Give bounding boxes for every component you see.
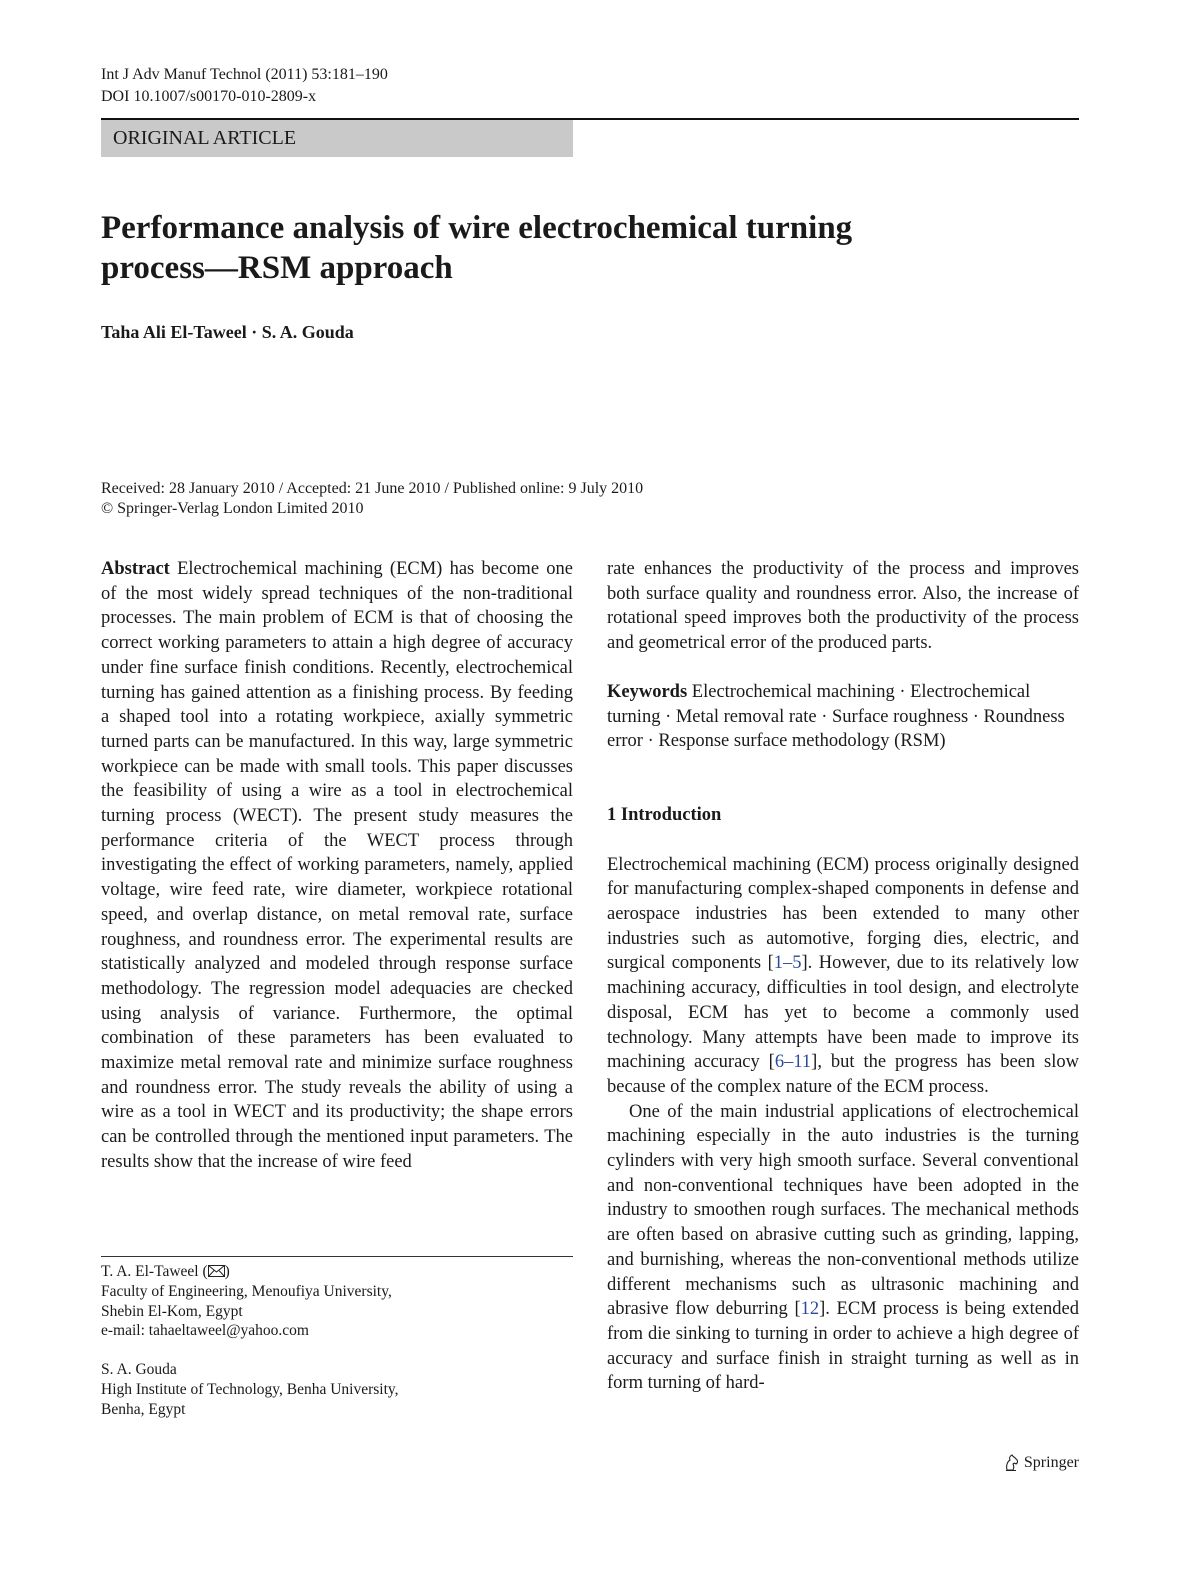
author2-affiliation-1: High Institute of Technology, Benha University, xyxy=(101,1380,399,1398)
journal-citation: Int J Adv Manuf Technol (2011) 53:181–190 xyxy=(101,66,388,83)
publisher-logo xyxy=(1004,1453,1079,1473)
author1-name-end: ) xyxy=(224,1263,230,1280)
abstract-heading: Abstract xyxy=(101,559,170,579)
author1-email[interactable]: e-mail: tahaeltaweel@yahoo.com xyxy=(101,1322,309,1340)
abstract xyxy=(101,557,573,1175)
abstract-continuation: rate enhances the productivity of the process and improves both surface quality and roundness error. Also, the increase of rotational speed improves both the productivity of the process and geometrical error of the produced parts. xyxy=(607,559,1079,654)
intro-p1-text-a: Electrochemical machining (ECM) process originally designed for manufacturing complex-shaped components in defense and aerospace industries has been extended to many other industries such as automotive, forging dies, electric, and surgical components [ xyxy=(607,854,1079,974)
citation-link[interactable]: 12 xyxy=(800,1299,820,1320)
publication-history xyxy=(101,479,643,519)
abstract-text: Electrochemical machining (ECM) has become one of the most widely spread techniques of the non-traditional processes. The main problem of ECM is that of choosing the correct working parameters to attain a high degree of accuracy under fine surface finish conditions. Recently, electrochemical turning has gained attention as a finishing process. By feeding a shaped tool into a rotating workpiece, axially symmetric turned parts can be manufactured. In this way, large symmetric workpiece can be made with small tools. This paper discusses the feasibility of using a wire as a tool in electrochemical turning process (WECT). The present study measures the performance criteria of the WECT process through investigating the effect of working parameters, namely, applied voltage, wire feed rate, wire diameter, workpiece rotational speed, and overlap distance, on metal removal rate, surface roughness, and roundness error. The experimental results are statistically analyzed and modeled through response surface methodology. The regression model adequacies are checked using analysis of variance. Furthermore, the optimal combination of these parameters has been evaluated to maximize metal removal rate and minimize surface roughness and roundness error. The study reveals the ability of using a wire as a tool in WECT and its productivity; the shape errors can be controlled through the mentioned input parameters. The results show that the increase of wire feed xyxy=(101,559,574,1172)
intro-p2-text-a: One of the main industrial applications of electrochemical machining especially in the auto industries is the turning cylinders with very high smooth surface. Several conventional and non-conventional techniques have been adopted in the industry to smoothen rough surfaces. The mechanical methods are often based on abrasive cutting such as grinding, lapping, and burnishing, whereas the non-conventional methods utilize different mechanisms such as ultrasonic machining and abrasive flow deburring [ xyxy=(607,1101,1079,1320)
intro-paragraph-2 xyxy=(607,1100,1079,1396)
intro-p2-text-b: ]. ECM process is being extended from die sinking to turning in order to achieve a high degree of accuracy and surface finish in straight turning as well as in form turning of hard- xyxy=(607,1299,1079,1394)
section-heading-introduction: 1 Introduction xyxy=(607,804,722,825)
doi: DOI 10.1007/s00170-010-2809-x xyxy=(101,88,317,105)
author1-name: T. A. El-Taweel ( xyxy=(101,1263,208,1280)
publisher-name: Springer xyxy=(1023,1454,1079,1471)
article-type-label: ORIGINAL ARTICLE xyxy=(113,127,297,149)
footnote-rule xyxy=(101,1256,573,1257)
intro-p1-text-c: ], but the progress has been slow because of the complex nature of the ECM process. xyxy=(607,1052,1079,1097)
authors: Taha Ali El-Taweel · S. A. Gouda xyxy=(101,322,354,342)
citation-link[interactable]: 6–11 xyxy=(774,1052,812,1073)
author1-affiliation-1: Faculty of Engineering, Menoufiya University, xyxy=(101,1282,392,1300)
title-line-1: Performance analysis of wire electrochemical turning xyxy=(101,210,853,246)
author1-affiliation-2: Shebin El-Kom, Egypt xyxy=(101,1302,243,1320)
keywords xyxy=(607,680,1079,754)
author2-name: S. A. Gouda xyxy=(101,1361,177,1379)
title-line-2: process—RSM approach xyxy=(101,250,453,286)
dates: Received: 28 January 2010 / Accepted: 21 June 2010 / Published online: 9 July 2010 xyxy=(101,480,644,497)
keywords-heading: Keywords xyxy=(607,681,688,702)
citation-link[interactable]: 1–5 xyxy=(773,953,802,974)
article-type-banner xyxy=(101,120,573,157)
copyright: © Springer-Verlag London Limited 2010 xyxy=(101,500,364,517)
author-footnotes xyxy=(101,1262,573,1420)
intro-p1-text-b: ]. However, due to its relatively low machining accuracy, difficulties in tool design, and electrolyte disposal, ECM has yet to become a commonly used technology. Many attempts have been made to improve its machining accuracy [ xyxy=(607,953,1079,1073)
intro-paragraph-1 xyxy=(607,853,1079,1100)
springer-horse-icon xyxy=(1004,1454,1020,1472)
author1-name-line xyxy=(101,1262,573,1282)
right-column xyxy=(607,557,1079,1396)
keywords-text: Electrochemical machining · Electrochemical turning · Metal removal rate · Surface roughness · Roundness error · Response surface methodology (RSM) xyxy=(607,681,1065,752)
envelope-icon[interactable] xyxy=(208,1265,225,1277)
author2-affiliation-2: Benha, Egypt xyxy=(101,1400,186,1418)
article-title xyxy=(101,208,1081,288)
